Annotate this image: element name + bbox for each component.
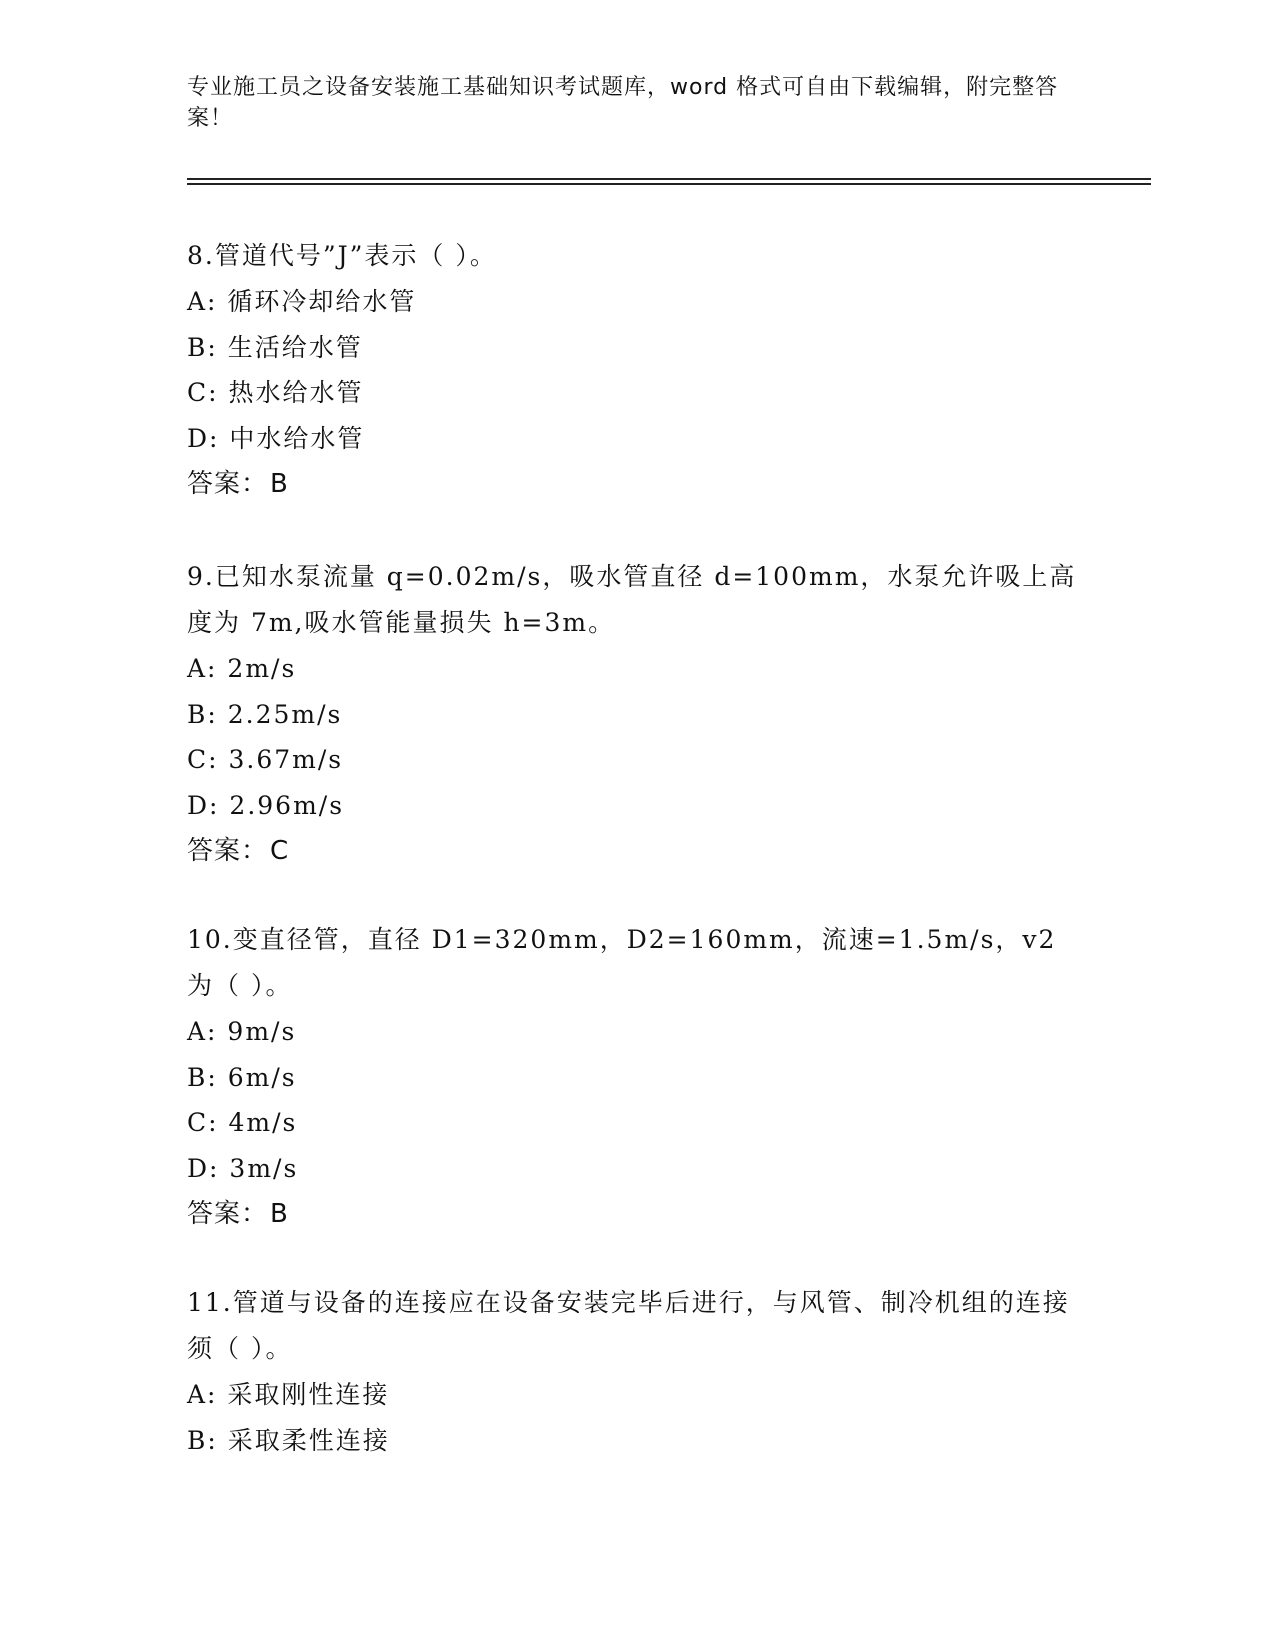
answer-line	[187, 461, 1087, 507]
question-8	[187, 233, 1087, 507]
question-text: 10.变直径管，直径 D1=320mm，D2=160mm，流速=1.5m/s，v2 为（ ）。	[187, 925, 1057, 1000]
question-text: 9.已知水泵流量 q=0.02m/s，吸水管直径 d=100mm，水泵允许吸上高度为 7m,吸水管能量损失 h=3m。	[187, 562, 1077, 637]
option-c: C: 3.67m/s	[187, 745, 344, 774]
header-title: 专业施工员之设备安装施工基础知识考试题库，word 格式可自由下载编辑，附完整答案！	[187, 75, 1059, 131]
option-a: A: 循环冷却给水管	[187, 287, 417, 316]
question-11	[187, 1280, 1087, 1463]
option-b: B: 生活给水管	[187, 332, 363, 362]
option-d: D: 中水给水管	[187, 423, 365, 453]
question-text: 11.管道与设备的连接应在设备安装完毕后进行，与风管、制冷机组的连接须（ ）。	[187, 1288, 1070, 1363]
answer-line	[187, 828, 1087, 874]
option-a: A: 采取刚性连接	[187, 1380, 390, 1409]
question-10	[187, 917, 1087, 1237]
answer-label: 答案：	[187, 836, 269, 866]
document-header	[187, 72, 1087, 134]
answer-label: 答案：	[187, 1199, 269, 1229]
answer-line	[187, 1191, 1087, 1237]
option-b: B: 采取柔性连接	[187, 1425, 390, 1455]
question-9	[187, 554, 1087, 874]
option-a: A: 9m/s	[187, 1017, 297, 1046]
answer-value: C	[270, 836, 290, 866]
option-c: C: 热水给水管	[187, 378, 364, 407]
option-d: D: 3m/s	[187, 1153, 299, 1183]
option-b: B: 6m/s	[187, 1062, 297, 1092]
option-a: A: 2m/s	[187, 654, 297, 683]
option-b: B: 2.25m/s	[187, 699, 343, 729]
answer-label: 答案：	[187, 469, 269, 499]
question-text: 8.管道代号”J”表示（ ）。	[187, 241, 497, 270]
answer-value: B	[270, 1199, 289, 1229]
answer-value: B	[270, 469, 289, 499]
header-divider-top	[187, 178, 1151, 180]
option-d: D: 2.96m/s	[187, 790, 345, 820]
header-divider-bottom	[187, 183, 1151, 185]
option-c: C: 4m/s	[187, 1108, 298, 1137]
